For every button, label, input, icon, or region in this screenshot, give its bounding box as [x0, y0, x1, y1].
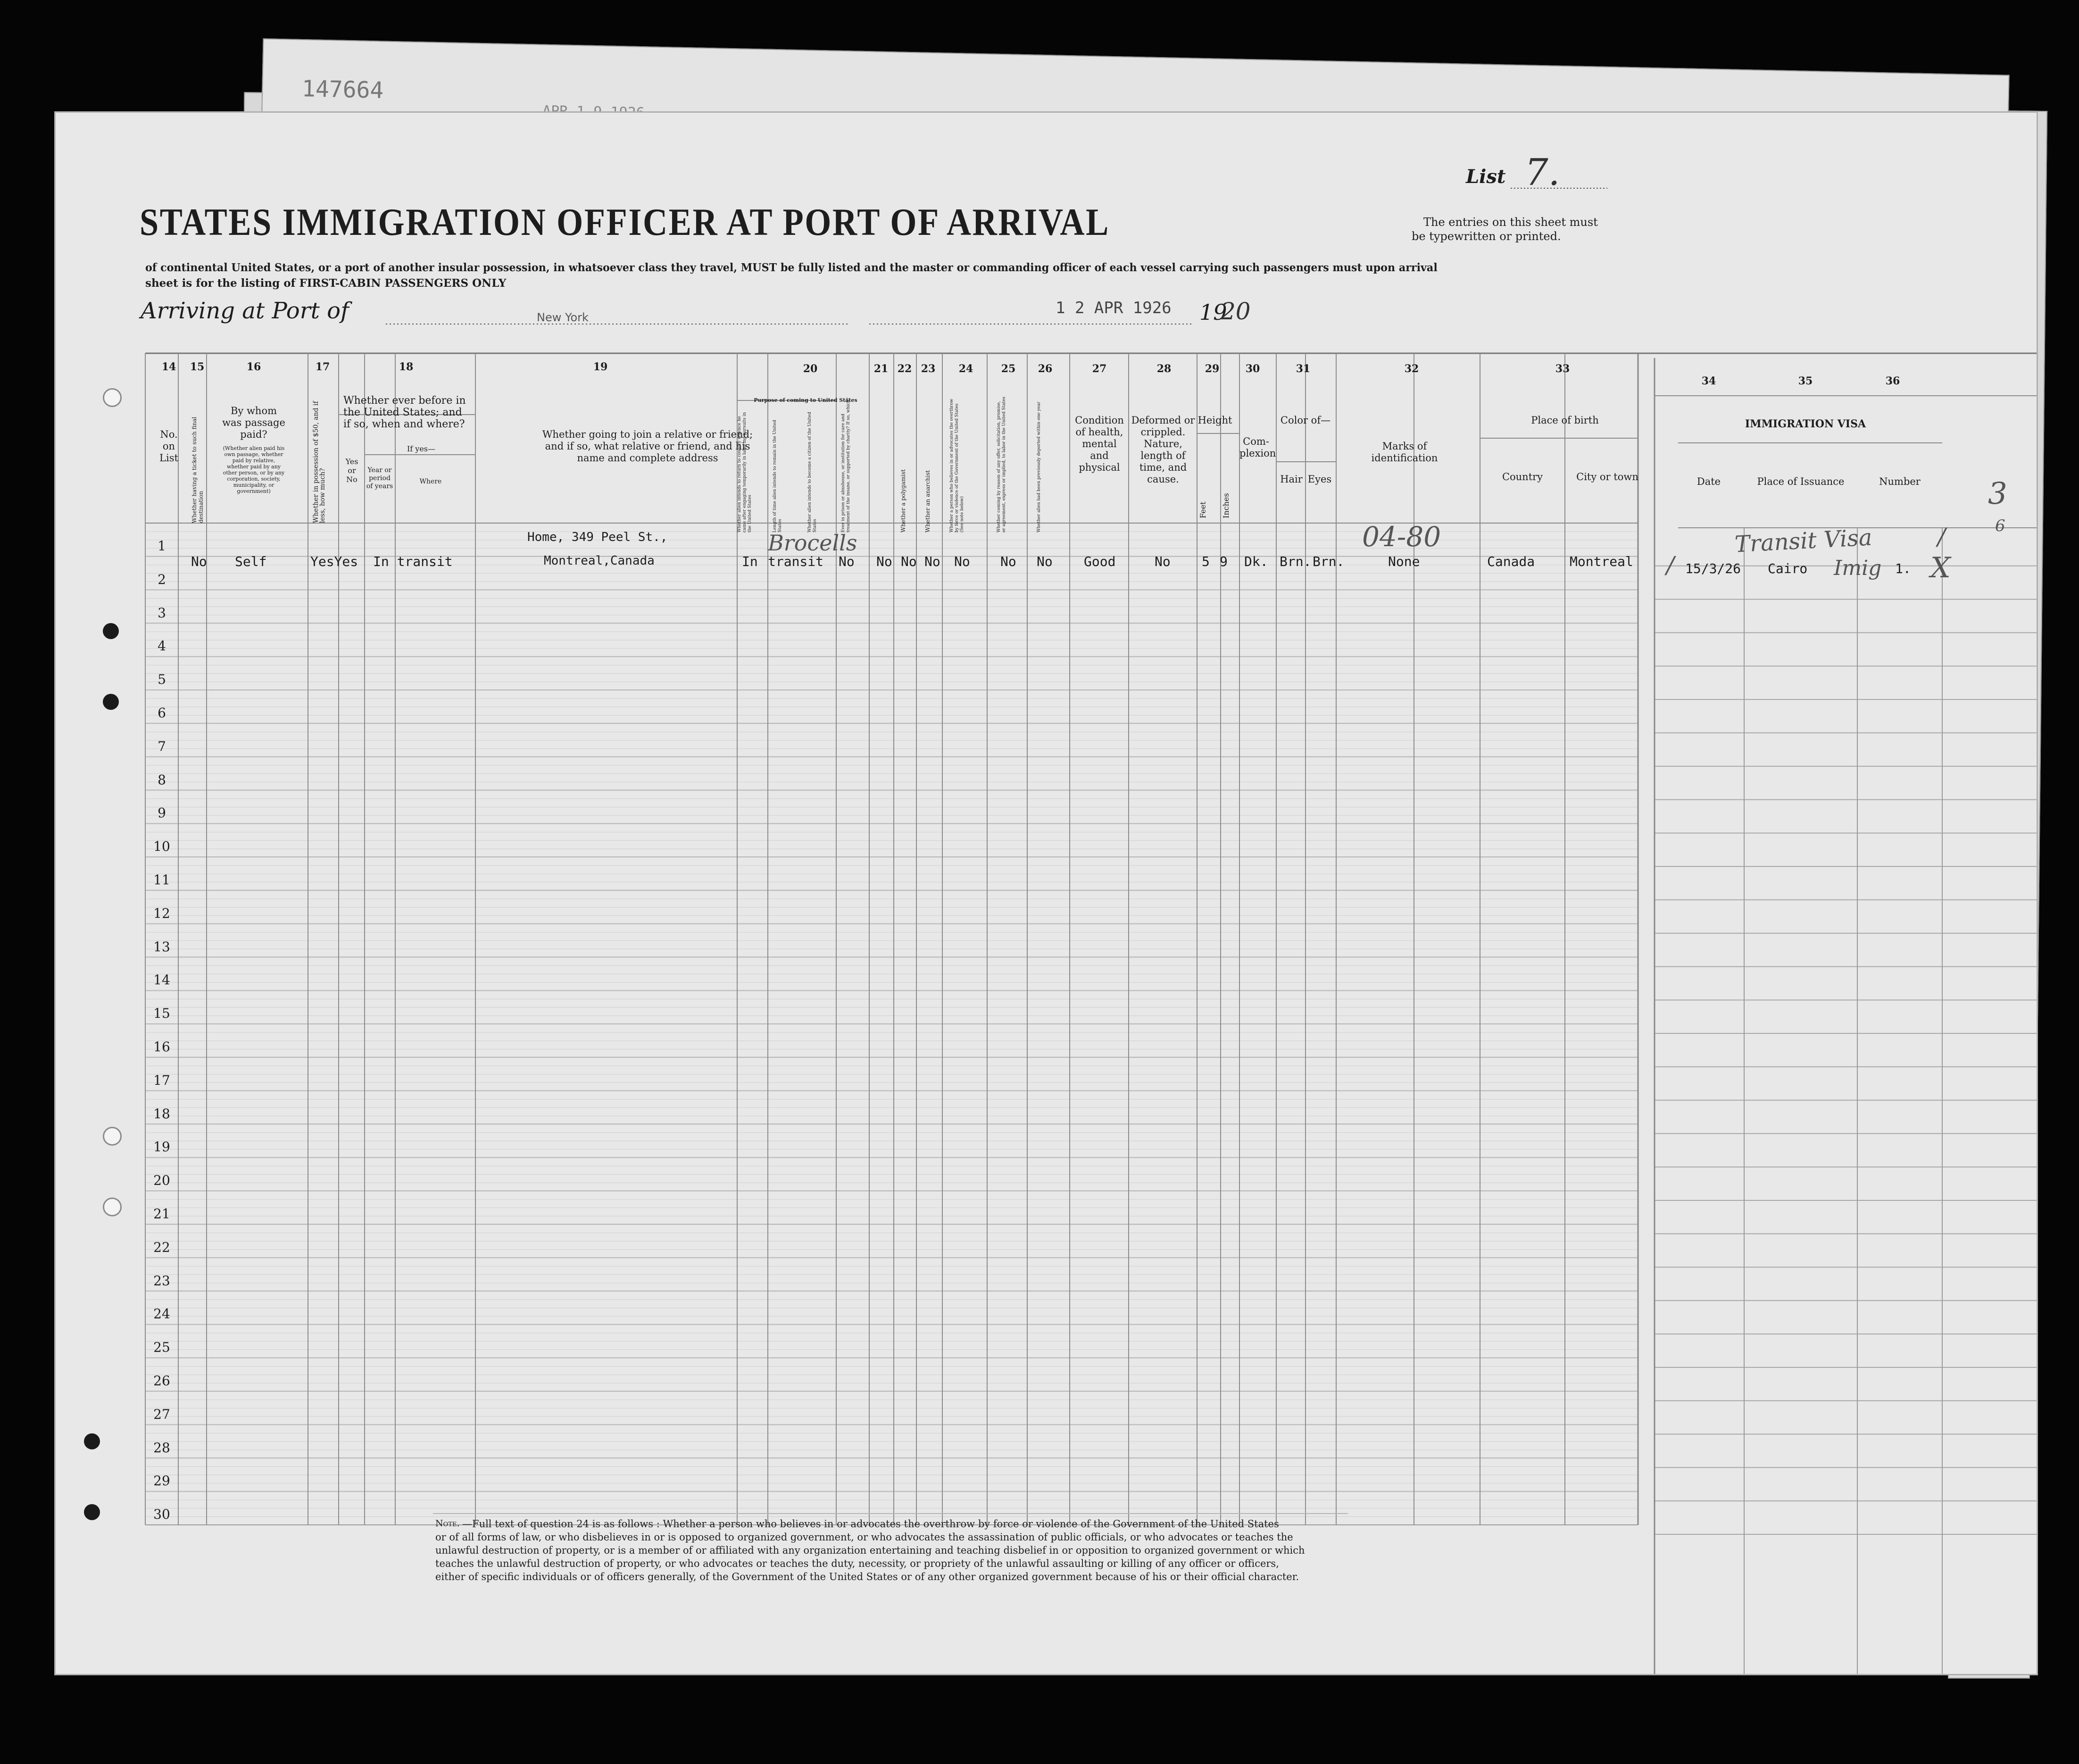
row-number: 14 — [153, 972, 170, 988]
hand-checkmark-left: / — [1666, 551, 1674, 579]
entry-prison: No — [876, 554, 892, 569]
row-number: 8 — [158, 772, 166, 788]
header-ticket: Whether having a ticket to such final destination — [191, 416, 204, 523]
typewritten-note-2: be typewritten or printed. — [1412, 230, 1561, 243]
hand-checkmark-right: X — [1930, 551, 1951, 584]
arriving-label: Arriving at Port of — [141, 298, 349, 324]
entry-complexion: Dk. — [1244, 554, 1268, 569]
entry-ticket: No — [191, 554, 207, 569]
header-no-on-list: No. on List — [159, 429, 178, 464]
header-purpose-c: Whether alien intends to become a citizen of the United States — [807, 412, 817, 533]
hand-checkmark-top: / — [1938, 523, 1946, 550]
col-num-35: 35 — [1798, 375, 1813, 387]
header-marks: Marks of identification — [1371, 441, 1438, 464]
col-num-21: 21 — [873, 363, 889, 375]
col-num-23: 23 — [921, 363, 936, 375]
punch-hole — [103, 388, 122, 407]
arriving-date-stamp: 1 2 APR 1926 — [1056, 299, 1172, 317]
header-inches: Inches — [1222, 493, 1231, 518]
col-num-25: 25 — [1001, 363, 1016, 375]
header-color-of: Color of— — [1280, 415, 1331, 426]
punch-hole — [103, 1198, 122, 1216]
entry-health: Good — [1084, 554, 1116, 569]
row-number: 13 — [153, 939, 170, 955]
header-before-in-us: Whether ever before in the United States; and if so, when and where? — [343, 395, 466, 430]
col-num-29: 29 — [1205, 363, 1220, 375]
row-number: 23 — [153, 1273, 170, 1289]
header-visa-number: Number — [1879, 476, 1921, 487]
row-number: 9 — [158, 805, 166, 821]
entry-deported: No — [1037, 554, 1053, 569]
row-number: 11 — [153, 872, 170, 888]
typewritten-note-1: The entries on this sheet must — [1423, 216, 1598, 229]
intro-line-2: sheet is for the listing of FIRST-CABIN PASSENGERS ONLY — [145, 277, 507, 290]
entry-purpose-a: In — [742, 554, 758, 569]
row-number: 1 — [158, 538, 166, 554]
note-line-5: either of specific individuals or of officers generally, of the Government of the United States or of any other organized government because of his or their official character. — [435, 1571, 1299, 1582]
col-num-27: 27 — [1092, 363, 1107, 375]
col-num-30: 30 — [1245, 363, 1260, 375]
header-hair: Hair — [1280, 474, 1303, 485]
entry-anarchist: No — [924, 554, 940, 569]
row-number: 27 — [153, 1406, 170, 1422]
row-number: 30 — [153, 1506, 170, 1523]
entry-overthrow: No — [954, 554, 970, 569]
header-eyes: Eyes — [1307, 474, 1332, 485]
col-num-34: 34 — [1701, 375, 1716, 387]
col-num-32: 32 — [1404, 363, 1419, 375]
ruled-grid — [56, 113, 2037, 1674]
col-num-24: 24 — [958, 363, 973, 375]
manifest-sheet — [54, 111, 2038, 1675]
header-place-of-birth: Place of birth — [1531, 415, 1599, 426]
row-number: 22 — [153, 1239, 170, 1255]
header-paid-by-note: (Whether alien paid his own passage, whether paid by relative, whether paid by any other person, or by any corporation, society, municipality, or government) — [223, 445, 285, 494]
row-number: 4 — [158, 638, 166, 654]
header-overthrow: Whether a person who believes in or advocates the overthrow by force or violence of the Government of the United States (See note below) — [949, 399, 965, 533]
note-line-4: teaches the unlawful destruction of property, or who advocates or teaches the duty, necessity, or propriety of the unlawful assaulting or killing of any officer or officers, — [435, 1558, 1279, 1569]
entry-deformed: No — [1155, 554, 1171, 569]
header-year: Year or period of years — [366, 466, 393, 490]
entry-visa-place: Cairo — [1768, 561, 1808, 576]
header-prison: Ever in prison or almshouse, or institution for care and treatment of the insane, or supported by charity? If so, which? — [841, 398, 851, 533]
row-number: 16 — [153, 1039, 170, 1055]
row-number: 2 — [158, 571, 166, 587]
entry-eyes: Brn. — [1313, 554, 1345, 569]
header-visa-place: Place of Issuance — [1757, 476, 1845, 487]
header-polygamist: Whether a polygamist — [900, 469, 906, 533]
col-num-33: 33 — [1555, 363, 1570, 375]
note-line-2: or of all forms of law, or who disbelieves in or is opposed to organized government, or who advocates the assassination of public officials, or who advocates or teaches the — [435, 1531, 1293, 1543]
header-purpose: Purpose of coming to United States — [754, 397, 857, 403]
punch-hole — [103, 623, 119, 639]
entry-feet: 5 — [1202, 554, 1210, 569]
hand-visa-annotation-2: Imig — [1834, 556, 1882, 580]
row-number: 24 — [153, 1306, 170, 1322]
punch-hole — [84, 1504, 100, 1520]
year-handwritten: 20 — [1221, 298, 1251, 325]
col-num-16: 16 — [246, 361, 261, 373]
row-number: 17 — [153, 1072, 170, 1088]
header-deformed: Deformed or crippled. Nature, length of time, and cause. — [1131, 415, 1195, 485]
header-purpose-a: Whether alien intends to return to country whence he came after engaging temporarily in laboring pursuits in the United States — [737, 412, 752, 533]
header-city: City or town — [1576, 471, 1638, 483]
hand-visa-annotation: Transit Visa — [1734, 524, 1873, 558]
col-num-36: 36 — [1885, 375, 1900, 387]
header-where: Where — [419, 478, 442, 485]
col-num-17: 17 — [315, 361, 330, 373]
entry-marks: None — [1388, 554, 1420, 569]
row-number: 7 — [158, 738, 166, 754]
header-anarchist: Whether an anarchist — [924, 470, 931, 533]
col-num-15: 15 — [190, 361, 205, 373]
col-num-18: 18 — [399, 361, 414, 373]
year-printed: 19 — [1199, 300, 1227, 325]
header-country: Country — [1502, 471, 1543, 483]
header-height: Height — [1198, 415, 1232, 426]
header-possession: Whether in possession of $50, and if less, how much? — [312, 401, 326, 523]
entry-hair: Brn. — [1280, 554, 1312, 569]
list-number: 7. — [1525, 151, 1560, 194]
header-join-relative: Whether going to join a relative or friend; and if so, what relative or friend, and his name and complete address — [542, 429, 753, 464]
header-complexion: Com-plexion — [1239, 436, 1276, 459]
header-immigration-visa: IMMIGRATION VISA — [1745, 418, 1866, 430]
row-number: 29 — [153, 1473, 170, 1489]
arriving-port: New York — [537, 311, 589, 324]
entry-visa-number: 1. — [1895, 561, 1911, 576]
row-number: 20 — [153, 1173, 170, 1189]
col-num-19: 19 — [593, 361, 608, 373]
header-purpose-b: Length of time alien intends to remain in the United States — [773, 420, 782, 533]
header-offer: Whether coming by reason of any offer, solicitation, promise, or agreement, express or implied, to labor in the United States — [997, 396, 1006, 533]
hand-margin-annotation-2: 6 — [1995, 516, 2005, 535]
row-number: 12 — [153, 905, 170, 921]
header-visa-date: Date — [1696, 476, 1721, 487]
entry-polygamist: No — [901, 554, 917, 569]
row-number: 25 — [153, 1340, 170, 1356]
note-label: Note. — [435, 1518, 460, 1529]
hand-purpose-annotation: Brocells — [768, 530, 857, 556]
header-if-yes: If yes— — [407, 444, 436, 453]
row-number: 6 — [158, 705, 166, 721]
page-title: STATES IMMIGRATION OFFICER AT PORT OF ARRIVAL — [140, 200, 1110, 243]
entry-visa-date: 15/3/26 — [1685, 561, 1741, 576]
col-num-20: 20 — [803, 363, 818, 375]
col-num-31: 31 — [1296, 363, 1311, 375]
header-paid-by: By whom was passage paid? — [222, 405, 285, 440]
entry-offer: No — [1000, 554, 1016, 569]
note-line-1: —Full text of question 24 is as follows : Whether a person who believes in or advocates the overthrow by force or violence of the Government of the United States — [462, 1518, 1279, 1530]
col-num-28: 28 — [1156, 363, 1172, 375]
entry-inches: 9 — [1220, 554, 1228, 569]
row-number: 5 — [158, 672, 166, 688]
header-health: Condition of health, mental and physical — [1075, 415, 1124, 473]
entry-city: Montreal — [1570, 554, 1633, 569]
row-number: 3 — [158, 605, 166, 621]
intro-line-1: of continental United States, or a port of another insular possession, in whatsoever class they travel, MUST be fully listed and the master or commanding officer of each vessel carrying such passengers must upon arrival — [145, 261, 1438, 274]
row-number: 19 — [153, 1139, 170, 1155]
punch-hole — [84, 1433, 100, 1449]
entry-where: In transit — [373, 554, 453, 569]
note-line-3: unlawful destruction of property, or is a member of or affiliated with any organization entertaining and teaching disbelief in or opposition to organized government or which — [435, 1545, 1305, 1556]
col-num-14: 14 — [161, 361, 176, 373]
row-number: 28 — [153, 1439, 170, 1456]
punch-hole — [103, 694, 119, 710]
row-number: 10 — [153, 839, 170, 855]
header-yes-no: Yes or No — [345, 457, 358, 484]
hand-marks-annotation: 04-80 — [1362, 521, 1441, 553]
hand-margin-annotation: 3 — [1988, 476, 2007, 511]
header-deported: Whether alien had been previously deported within one year — [1037, 401, 1041, 533]
row-number: 26 — [153, 1373, 170, 1389]
entry-purpose-b: transit — [768, 554, 824, 569]
row-number: 18 — [153, 1106, 170, 1122]
list-label: List — [1466, 166, 1506, 188]
header-feet: Feet — [1198, 501, 1207, 518]
punch-hole — [103, 1127, 122, 1146]
col-num-22: 22 — [897, 363, 912, 375]
entry-possession: YesYes — [310, 554, 358, 569]
entry-address-1: Home, 349 Peel St., — [527, 530, 668, 544]
entry-address-2: Montreal,Canada — [544, 554, 655, 568]
row-number: 21 — [153, 1206, 170, 1222]
row-number: 15 — [153, 1006, 170, 1022]
col-num-26: 26 — [1038, 363, 1053, 375]
stamp-number: 147664 — [301, 75, 384, 104]
entry-citizen: No — [839, 554, 855, 569]
entry-paid-by: Self — [235, 554, 267, 569]
entry-country: Canada — [1487, 554, 1535, 569]
